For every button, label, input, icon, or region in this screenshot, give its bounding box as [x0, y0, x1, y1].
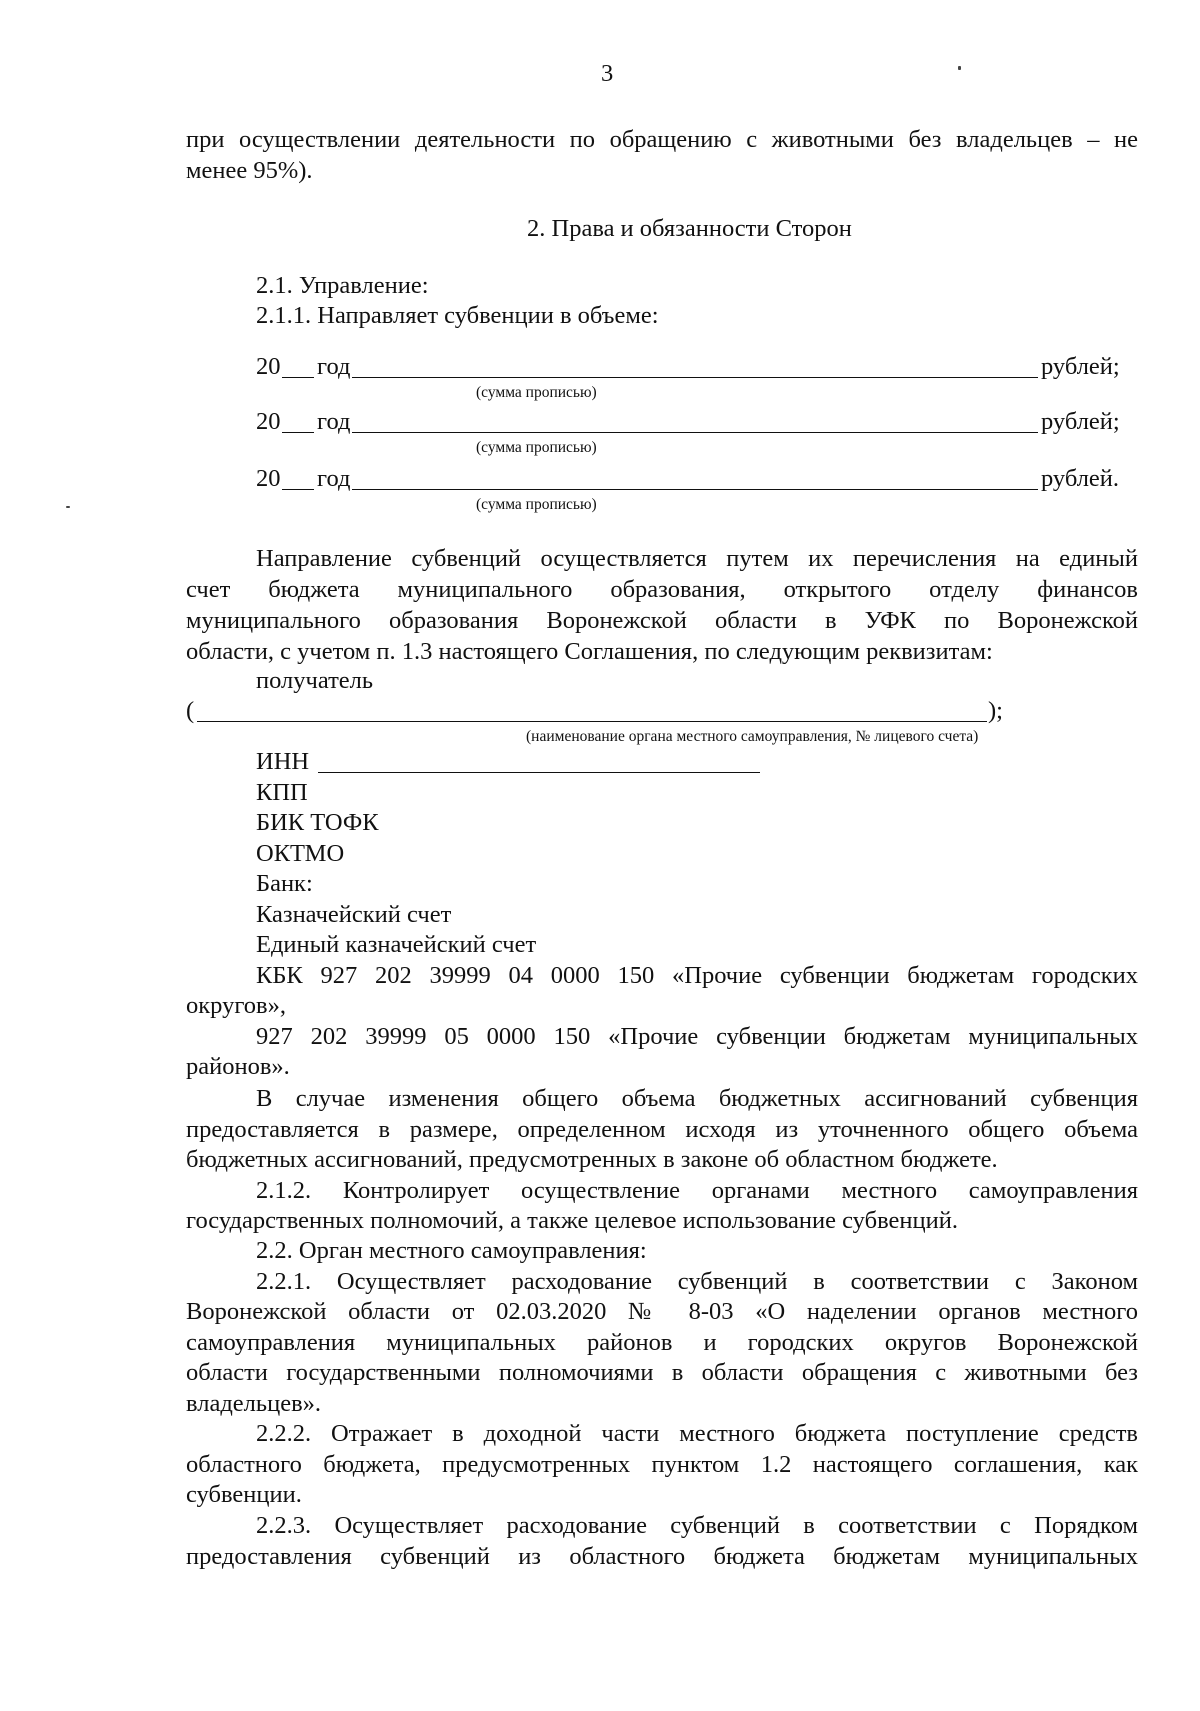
amount-blank — [352, 377, 1038, 378]
currency-label: рублей. — [1041, 465, 1120, 492]
clause-2-2-2-line-2: областного бюджета, предусмотренных пунктом 1.2 настоящего соглашения, как — [186, 1451, 1138, 1478]
requisite-inn: ИНН — [256, 748, 310, 775]
year-blank — [282, 489, 314, 490]
change-line-3: бюджетных ассигнований, предусмотренных в законе об областном бюджете. — [186, 1146, 998, 1173]
inn-blank — [318, 772, 760, 773]
amount-caption: (сумма прописью) — [476, 439, 597, 456]
clause-2-2-1-line-4: области государственными полномочиями в области обращения с животными без — [186, 1359, 1138, 1386]
amount-caption: (сумма прописью) — [476, 384, 597, 401]
clause-2-2-2-line-1: 2.2.2. Отражает в доходной части местного бюджета поступление средств — [256, 1420, 1138, 1447]
recipient-caption: (наименование органа местного самоуправления, № лицевого счета) — [526, 728, 979, 745]
scan-mark — [958, 66, 961, 70]
section-title: 2. Права и обязанности Сторон — [527, 215, 852, 242]
year-label: год — [317, 465, 351, 492]
recipient-blank — [197, 721, 987, 722]
clause-2-2-1-line-1: 2.2.1. Осуществляет расходование субвенций в соответствии с Законом — [256, 1268, 1138, 1295]
clause-2-1-2-line-2: государственных полномочий, а также целевое использование субвенций. — [186, 1207, 958, 1234]
intro-line-1: при осуществлении деятельности по обращению с животными без владельцев – не — [186, 126, 1138, 153]
change-line-1: В случае изменения общего объема бюджетных ассигнований субвенция — [256, 1085, 1138, 1112]
transfer-line-4: области, с учетом п. 1.3 настоящего Соглашения, по следующим реквизитам: — [186, 638, 993, 665]
recipient-close: ); — [988, 697, 1003, 724]
requisite-single-treasury-account: Единый казначейский счет — [256, 931, 537, 958]
amount-caption: (сумма прописью) — [476, 496, 597, 513]
page-number: 3 — [601, 60, 614, 87]
kbk-line-4: районов». — [186, 1053, 290, 1080]
clause-2-2-1-line-3: самоуправления муниципальных районов и городских округов Воронежской — [186, 1329, 1138, 1356]
clause-2-2-1-line-5: владельцев». — [186, 1390, 322, 1417]
kbk-line-3: 927 202 39999 05 0000 150 «Прочие субвенции бюджетам муниципальных — [256, 1023, 1138, 1050]
currency-label: рублей; — [1041, 353, 1120, 380]
requisite-oktmo: ОКТМО — [256, 840, 345, 867]
change-line-2: предоставляется в размере, определенном исходя из уточненного общего объема — [186, 1116, 1138, 1143]
year-blank — [282, 432, 314, 433]
clause-2-2-2-line-3: субвенции. — [186, 1481, 302, 1508]
recipient-label: получатель — [256, 667, 374, 694]
clause-2-1-2-line-1: 2.1.2. Контролирует осуществление органами местного самоуправления — [256, 1177, 1138, 1204]
transfer-line-3: муниципального образования Воронежской области в УФК по Воронежской — [186, 607, 1138, 634]
transfer-line-1: Направление субвенций осуществляется путем их перечисления на единый — [256, 545, 1138, 572]
clause-2-1-1: 2.1.1. Направляет субвенции в объеме: — [256, 302, 659, 329]
transfer-line-2: счет бюджета муниципального образования, открытого отделу финансов — [186, 576, 1138, 603]
scan-mark — [66, 506, 70, 508]
requisite-bik: БИК ТОФК — [256, 809, 379, 836]
clause-2-2-3-line-2: предоставления субвенций из областного бюджета бюджетам муниципальных — [186, 1543, 1138, 1570]
kbk-line-2: округов», — [186, 992, 286, 1019]
intro-line-2: менее 95%). — [186, 157, 313, 184]
requisite-bank: Банк: — [256, 870, 313, 897]
requisite-treasury-account: Казначейский счет — [256, 901, 452, 928]
clause-2-2: 2.2. Орган местного самоуправления: — [256, 1237, 647, 1264]
amount-blank — [352, 432, 1038, 433]
clause-2-1: 2.1. Управление: — [256, 272, 429, 299]
kbk-line-1: КБК 927 202 39999 04 0000 150 «Прочие субвенции бюджетам городских — [256, 962, 1138, 989]
amount-blank — [352, 489, 1038, 490]
requisite-kpp: КПП — [256, 779, 308, 806]
year-label: год — [317, 408, 351, 435]
recipient-open-paren: ( — [186, 697, 195, 724]
clause-2-2-3-line-1: 2.2.3. Осуществляет расходование субвенций в соответствии с Порядком — [256, 1512, 1138, 1539]
clause-2-2-1-line-2: Воронежской области от 02.03.2020 № 8-03 «О наделении органов местного — [186, 1298, 1138, 1325]
year-blank — [282, 377, 314, 378]
year-prefix: 20 — [256, 353, 281, 380]
currency-label: рублей; — [1041, 408, 1120, 435]
year-prefix: 20 — [256, 465, 281, 492]
year-label: год — [317, 353, 351, 380]
year-prefix: 20 — [256, 408, 281, 435]
